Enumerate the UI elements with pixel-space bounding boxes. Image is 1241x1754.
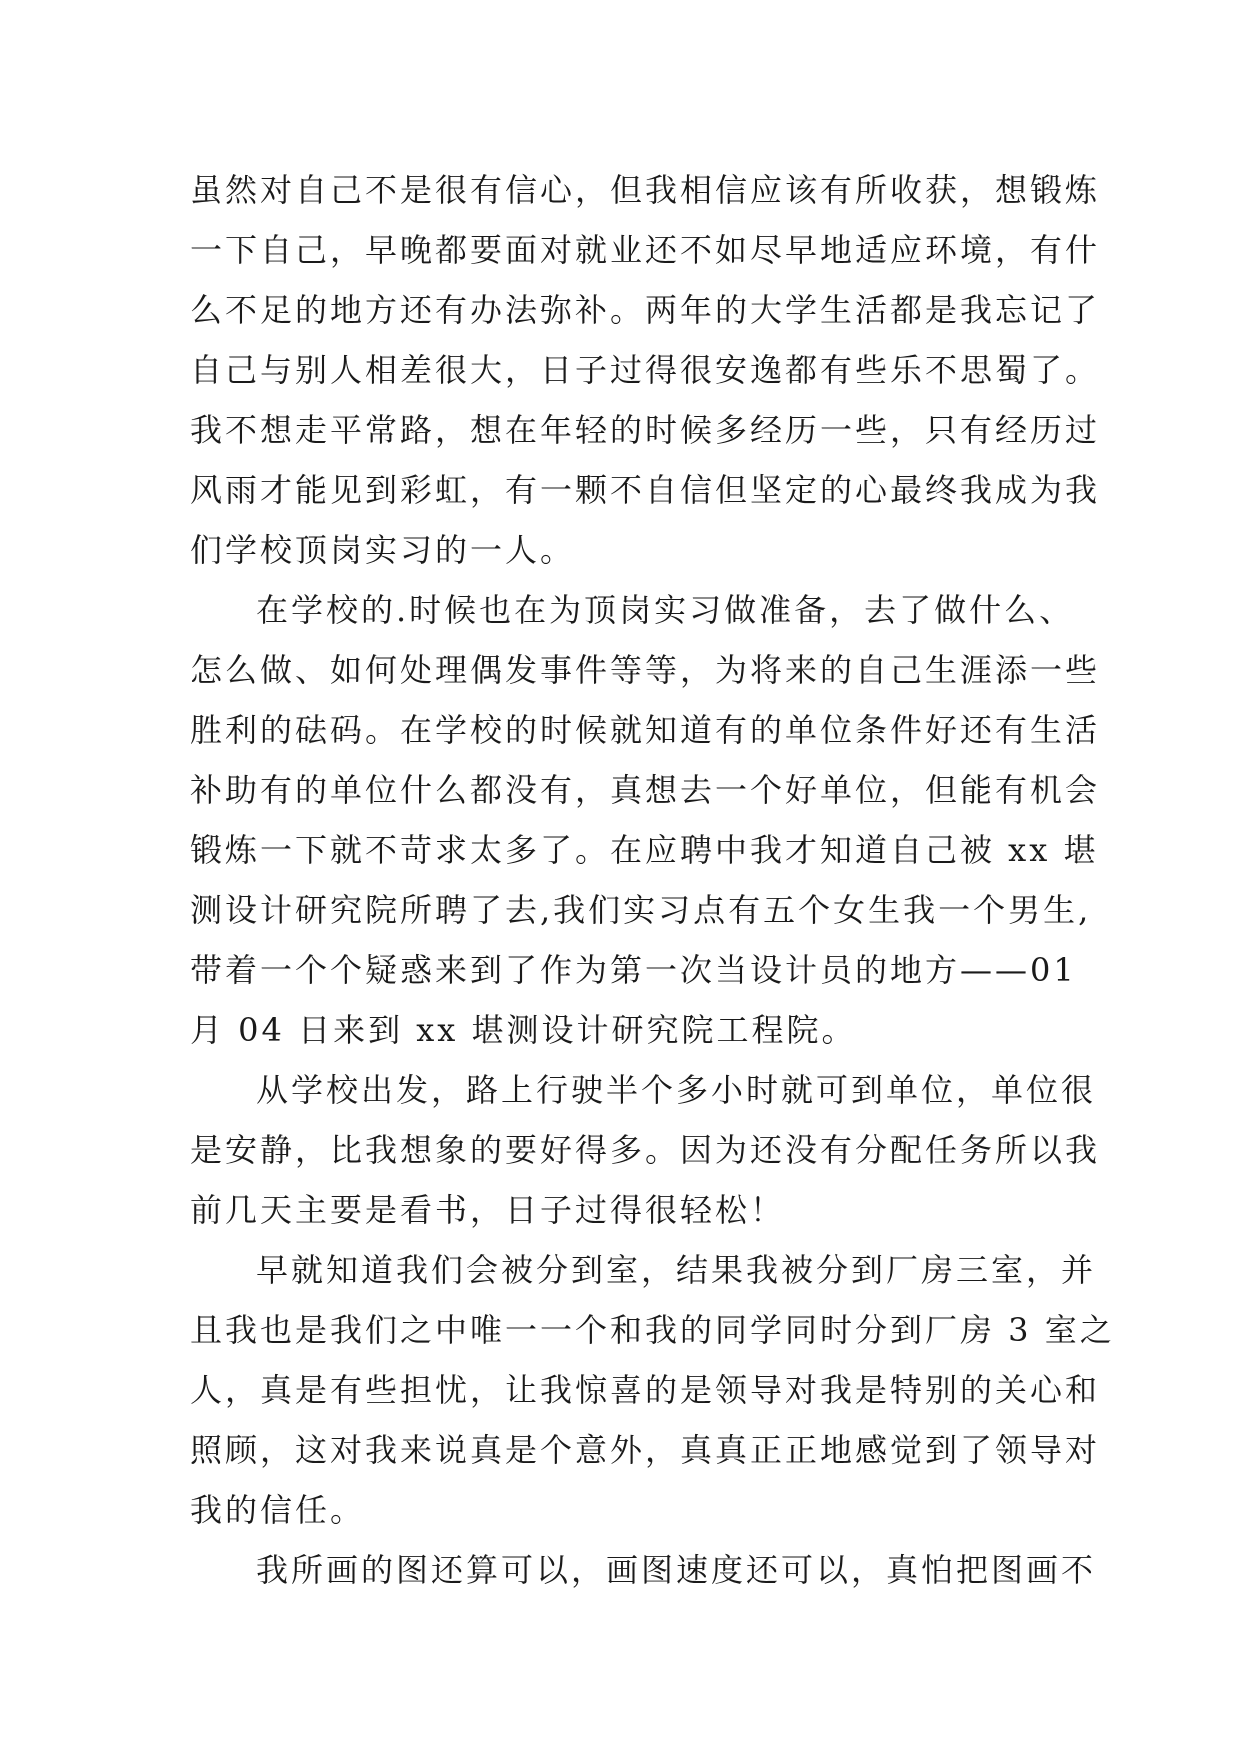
text-line: 早就知道我们会被分到室，结果我被分到厂房三室，并: [256, 1251, 1097, 1289]
text-line: 我所画的图还算可以，画图速度还可以，真怕把图画不: [256, 1551, 1097, 1589]
text-line: 是安静，比我想象的要好得多。因为还没有分配任务所以我: [190, 1131, 1101, 1169]
text-line: 人，真是有些担忧，让我惊喜的是领导对我是特别的关心和: [190, 1371, 1101, 1409]
text-line: 测设计研究院所聘了去,我们实习点有五个女生我一个男生,: [190, 891, 1092, 929]
text-line: 怎么做、如何处理偶发事件等等，为将来的自己生涯添一些: [190, 651, 1101, 689]
text-line: 补助有的单位什么都没有，真想去一个好单位，但能有机会: [190, 771, 1101, 809]
text-line: 自己与别人相差很大，日子过得很安逸都有些乐不思蜀了。: [190, 351, 1101, 389]
text-line: 从学校出发，路上行驶半个多小时就可到单位，单位很: [256, 1071, 1097, 1109]
text-line: 锻炼一下就不苛求太多了。在应聘中我才知道自己被 xx 堪: [190, 831, 1099, 869]
text-line: 在学校的.时候也在为顶岗实习做准备，去了做什么、: [256, 591, 1075, 629]
text-line: 带着一个个疑惑来到了作为第一次当设计员的地方——01: [190, 951, 1077, 989]
text-line: 照顾，这对我来说真是个意外，真真正正地感觉到了领导对: [190, 1431, 1101, 1469]
text-line: 么不足的地方还有办法弥补。两年的大学生活都是我忘记了: [190, 291, 1101, 329]
text-line: 且我也是我们之中唯一一个和我的同学同时分到厂房 3 室之: [190, 1311, 1115, 1349]
text-line: 们学校顶岗实习的一人。: [190, 531, 576, 569]
text-line: 月 04 日来到 xx 堪测设计研究院工程院。: [190, 1011, 857, 1049]
text-line: 胜利的砝码。在学校的时候就知道有的单位条件好还有生活: [190, 711, 1101, 749]
text-line: 虽然对自己不是很有信心，但我相信应该有所收获，想锻炼: [190, 171, 1101, 209]
text-line: 我的信任。: [190, 1491, 366, 1529]
text-line: 风雨才能见到彩虹，有一颗不自信但坚定的心最终我成为我: [190, 471, 1101, 509]
body-text: [190, 160, 1115, 1600]
text-line: 一下自己，早晚都要面对就业还不如尽早地适应环境，有什: [190, 231, 1101, 269]
text-line: 前几天主要是看书，日子过得很轻松！: [190, 1191, 786, 1229]
text-line: 我不想走平常路，想在年轻的时候多经历一些，只有经历过: [190, 411, 1101, 449]
